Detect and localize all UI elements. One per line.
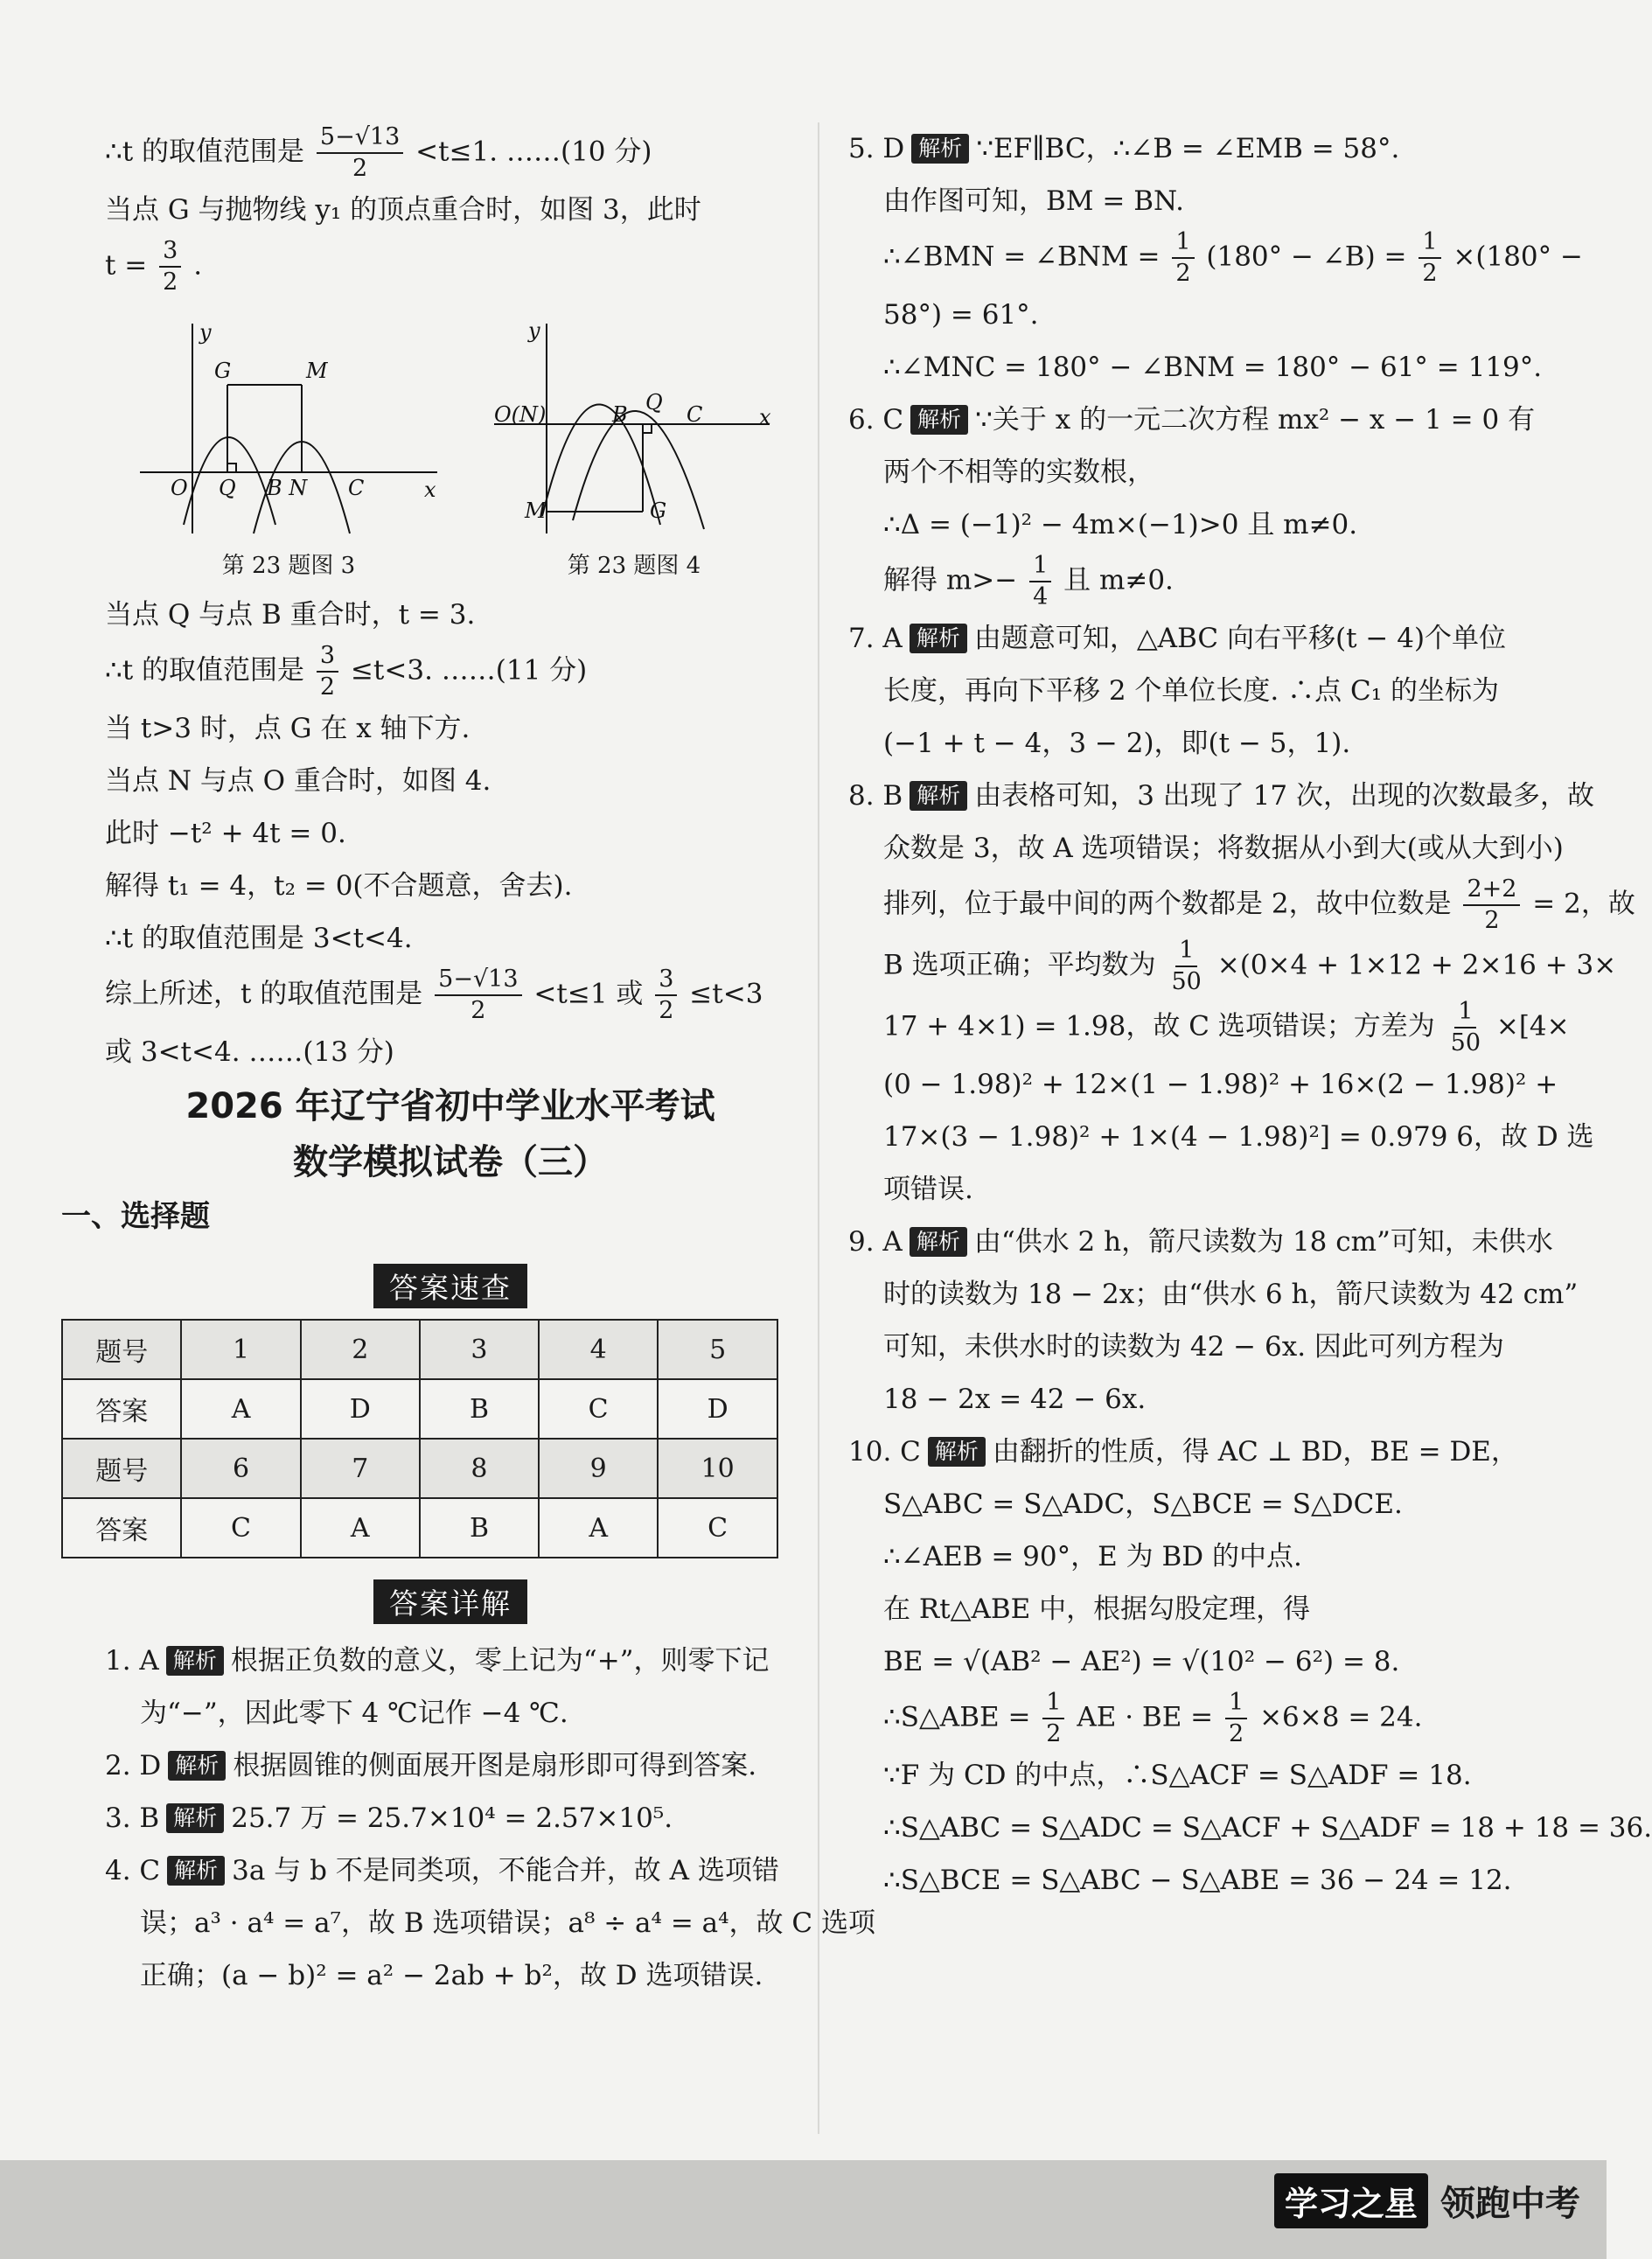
text-line: t = $\frac{3}{2}$ .	[105, 237, 203, 296]
fraction: $\frac{5-√13}{2}$	[435, 965, 521, 1026]
table-cell: 8	[420, 1439, 539, 1498]
column-divider	[818, 122, 819, 2134]
table-cell: C	[181, 1498, 300, 1558]
table-cell: A	[539, 1498, 658, 1558]
analysis-tag: 解析	[910, 1227, 967, 1257]
analysis-tag: 解析	[168, 1751, 226, 1781]
answer-10: 10. C 解析 由翻折的性质，得 AC ⊥ BD，BE = DE，	[848, 1436, 1518, 1468]
text-line: 可知，未供水时的读数为 42 − 6x. 因此可列方程为	[883, 1331, 1504, 1363]
text-line: 综上所述，t 的取值范围是 $\frac{5-√13}{2}$ <t≤1 或 $\frac{3}{2}$ ≤t<3	[105, 966, 763, 1024]
svg-text:G: G	[214, 359, 232, 383]
analysis-tag: 解析	[910, 405, 968, 435]
text-line: 当点 Q 与点 B 重合时，t = 3.	[105, 599, 476, 631]
table-cell: C	[539, 1379, 658, 1439]
row-header-cell: 题号	[62, 1439, 181, 1498]
svg-text:Q: Q	[219, 476, 236, 500]
text-line: ∴Δ = (−1)² − 4m×(−1)>0 且 m≠0.	[883, 509, 1358, 540]
table-cell: D	[658, 1379, 777, 1439]
text-line: 或 3<t<4. ……(13 分)	[105, 1036, 394, 1068]
text-line: ∴S△BCE = S△ABC − S△ABE = 36 − 24 = 12.	[883, 1865, 1512, 1896]
answer-1: 1. A 解析 根据正负数的意义，零上记为“+”，则零下记	[105, 1645, 770, 1677]
svg-text:O: O	[171, 476, 188, 500]
svg-text:C: C	[687, 402, 703, 427]
table-cell: A	[181, 1379, 300, 1439]
svg-text:B: B	[612, 402, 628, 427]
answer-8: 8. B 解析 由表格可知，3 出现了 17 次，出现的次数最多，故	[848, 780, 1594, 812]
row-header-cell: 题号	[62, 1320, 181, 1379]
text-line: 18 − 2x = 42 − 6x.	[883, 1384, 1147, 1415]
analysis-tag: 解析	[910, 624, 967, 653]
text-line: 误；a³ · a⁴ = a⁷，故 B 选项错误；a⁸ ÷ a⁴ = a⁴，故 C 选项	[140, 1907, 875, 1939]
exam-subtitle: 数学模拟试卷（三）	[293, 1142, 608, 1182]
banner-detailed-answers: 答案详解	[373, 1579, 527, 1624]
fraction: $\frac{5-√13}{2}$	[317, 122, 403, 184]
text-line: 解得 m>− $\frac{1}{4}$ 且 m≠0.	[883, 552, 1174, 610]
fraction: $\frac{1}{2}$	[1225, 1688, 1247, 1749]
answer-4: 4. C 解析 3a 与 b 不是同类项，不能合并，故 A 选项错	[105, 1855, 779, 1886]
text-line: 由作图可知，BM = BN.	[883, 185, 1184, 217]
table-cell: 4	[539, 1320, 658, 1379]
fraction: $\frac{3}{2}$	[655, 965, 677, 1026]
text-line: 解得 t₁ = 4，t₂ = 0(不合题意，舍去).	[105, 870, 573, 902]
svg-text:y: y	[199, 320, 212, 345]
table-cell: 3	[420, 1320, 539, 1379]
text-line: ∴∠AEB = 90°，E 为 BD 的中点.	[883, 1541, 1302, 1572]
table-cell: B	[420, 1379, 539, 1439]
svg-text:x: x	[424, 478, 436, 502]
svg-text:x: x	[759, 405, 771, 429]
table-row	[62, 1439, 777, 1498]
text-line: 此时 −t² + 4t = 0.	[105, 818, 346, 849]
table-cell: 6	[181, 1439, 300, 1498]
text-line: ∴S△ABC = S△ADC = S△ACF + S△ADF = 18 + 18 = 36.	[883, 1812, 1652, 1844]
table-cell: D	[301, 1379, 420, 1439]
svg-text:O(N): O(N)	[494, 402, 547, 427]
fraction: $\frac{3}{2}$	[159, 236, 181, 297]
table-cell: B	[420, 1498, 539, 1558]
fraction: $\frac{3}{2}$	[317, 641, 338, 702]
row-header-cell: 答案	[62, 1379, 181, 1439]
text-line: 当点 G 与抛物线 y₁ 的顶点重合时，如图 3，此时	[105, 194, 701, 226]
table-row	[62, 1320, 777, 1379]
text-line: ∴S△ABE = $\frac{1}{2}$ AE · BE = $\frac{1}{2}$ ×6×8 = 24.	[883, 1689, 1423, 1747]
answer-5: 5. D 解析 ∵EF∥BC，∴∠B = ∠EMB = 58°.	[848, 133, 1400, 164]
analysis-tag: 解析	[928, 1437, 986, 1467]
text-line: 当点 N 与点 O 重合时，如图 4.	[105, 765, 491, 797]
fraction: $\frac{1}{2}$	[1172, 227, 1194, 289]
text-line: 时的读数为 18 − 2x；由“供水 6 h，箭尺读数为 42 cm”	[883, 1279, 1579, 1310]
text-line: ∴∠MNC = 180° − ∠BNM = 180° − 61° = 119°.	[883, 352, 1543, 383]
fraction: $\frac{1}{2}$	[1042, 1688, 1064, 1749]
text-line: 17×(3 − 1.98)² + 1×(4 − 1.98)²] = 0.979 6，故 D 选	[883, 1121, 1594, 1153]
table-cell: 10	[658, 1439, 777, 1498]
analysis-tag: 解析	[166, 1646, 224, 1676]
answer-2: 2. D 解析 根据圆锥的侧面展开图是扇形即可得到答案.	[105, 1750, 757, 1781]
text-line: (0 − 1.98)² + 12×(1 − 1.98)² + 16×(2 − 1.98)² +	[883, 1069, 1558, 1100]
svg-text:B N: B N	[267, 476, 308, 500]
figure-caption: 第 23 题图 3	[221, 553, 356, 579]
text-line: 长度，再向下平移 2 个单位长度. ∴点 C₁ 的坐标为	[883, 675, 1499, 707]
fraction: $\frac{1}{50}$	[1171, 937, 1202, 995]
analysis-tag: 解析	[167, 1856, 225, 1886]
text-line: B 选项正确；平均数为 $\frac{1}{50}$ ×(0×4 + 1×12 + 2×16 + 3×	[883, 937, 1617, 995]
text-line: 在 Rt△ABE 中，根据勾股定理，得	[883, 1593, 1311, 1625]
left-column	[61, 122, 875, 2002]
brand-text: 领跑中考	[1440, 2184, 1580, 2224]
text-line: 58°) = 61°.	[883, 299, 1039, 331]
fraction: $\frac{1}{50}$	[1450, 998, 1481, 1056]
row-header-cell: 答案	[62, 1498, 181, 1558]
answer-9: 9. A 解析 由“供水 2 h，箭尺读数为 18 cm”可知，未供水	[848, 1226, 1553, 1258]
analysis-tag: 解析	[166, 1803, 224, 1833]
text-line: 17 + 4×1) = 1.98，故 C 选项错误；方差为 $\frac{1}{50}$ ×[4×	[883, 998, 1570, 1056]
table-cell: 5	[658, 1320, 777, 1379]
text-line: ∴t 的取值范围是 3<t<4.	[105, 923, 413, 954]
figure-4	[490, 315, 778, 580]
svg-text:y: y	[528, 318, 540, 343]
text-line: S△ABC = S△ADC，S△BCE = S△DCE.	[883, 1489, 1403, 1520]
svg-text:C: C	[348, 476, 365, 500]
fraction: $\frac{1}{4}$	[1029, 551, 1051, 612]
text-line: 两个不相等的实数根，	[883, 457, 1154, 488]
fraction: $\frac{2+2}{2}$	[1463, 875, 1520, 936]
table-row	[62, 1498, 777, 1558]
svg-text:M: M	[525, 499, 547, 523]
banner-quick-answers: 答案速查	[373, 1264, 527, 1308]
answer-3: 3. B 解析 25.7 万 = 25.7×10⁴ = 2.57×10⁵.	[105, 1802, 673, 1834]
analysis-tag: 解析	[910, 781, 967, 811]
table-cell: A	[301, 1498, 420, 1558]
text-line: ∴t 的取值范围是 $\frac{3}{2}$ ≤t<3. ……(11 分)	[105, 642, 588, 701]
text-line: ∵F 为 CD 的中点，∴S△ACF = S△ADF = 18.	[883, 1760, 1472, 1791]
answer-6: 6. C 解析 ∵关于 x 的一元二次方程 mx² − x − 1 = 0 有	[848, 404, 1536, 436]
exam-title: 2026 年辽宁省初中学业水平考试	[185, 1086, 715, 1126]
table-cell: 7	[301, 1439, 420, 1498]
brand-box: 学习之星	[1274, 2173, 1428, 2228]
right-column	[848, 122, 1652, 1907]
text-line: 正确；(a − b)² = a² − 2ab + b²，故 D 选项错误.	[140, 1960, 763, 1991]
analysis-tag: 解析	[911, 134, 969, 164]
figure-caption: 第 23 题图 4	[567, 553, 701, 579]
table-cell: 9	[539, 1439, 658, 1498]
brand-logo	[1274, 2173, 1580, 2228]
text-line: ∴t 的取值范围是 $\frac{5-√13}{2}$ <t≤1. ……(10 分)	[105, 123, 652, 182]
text-line: 排列，位于最中间的两个数都是 2，故中位数是 $\frac{2+2}{2}$ = 2，故	[883, 875, 1635, 934]
section-heading: 一、选择题	[61, 1199, 210, 1234]
figure-3	[131, 315, 446, 580]
text-line: (−1 + t − 4，3 − 2)，即(t − 5，1).	[883, 728, 1351, 759]
text-line: 当 t>3 时，点 G 在 x 轴下方.	[105, 713, 471, 744]
svg-text:G: G	[650, 499, 667, 523]
answer-table	[61, 1319, 778, 1558]
text-line: ∴∠BMN = ∠BNM = $\frac{1}{2}$ (180° − ∠B) = $\frac{1}{2}$ ×(180° −	[883, 228, 1583, 287]
table-cell: C	[658, 1498, 777, 1558]
svg-text:Q: Q	[645, 390, 663, 415]
table-cell: 2	[301, 1320, 420, 1379]
figure-4-graph	[490, 315, 778, 542]
figure-3-graph	[131, 315, 446, 542]
figures	[131, 315, 796, 580]
table-row	[62, 1379, 777, 1439]
text-line: 为“−”，因此零下 4 ℃记作 −4 ℃.	[140, 1698, 568, 1729]
svg-text:M: M	[306, 359, 328, 383]
text-line: 众数是 3，故 A 选项错误；将数据从小到大(或从大到小)	[883, 833, 1564, 864]
text-line: 项错误.	[883, 1174, 973, 1205]
answer-7: 7. A 解析 由题意可知，△ABC 向右平移(t − 4)个单位	[848, 623, 1507, 654]
text-line: BE = √(AB² − AE²) = √(10² − 6²) = 8.	[883, 1646, 1400, 1677]
table-cell: 1	[181, 1320, 300, 1379]
fraction: $\frac{1}{2}$	[1418, 227, 1440, 289]
